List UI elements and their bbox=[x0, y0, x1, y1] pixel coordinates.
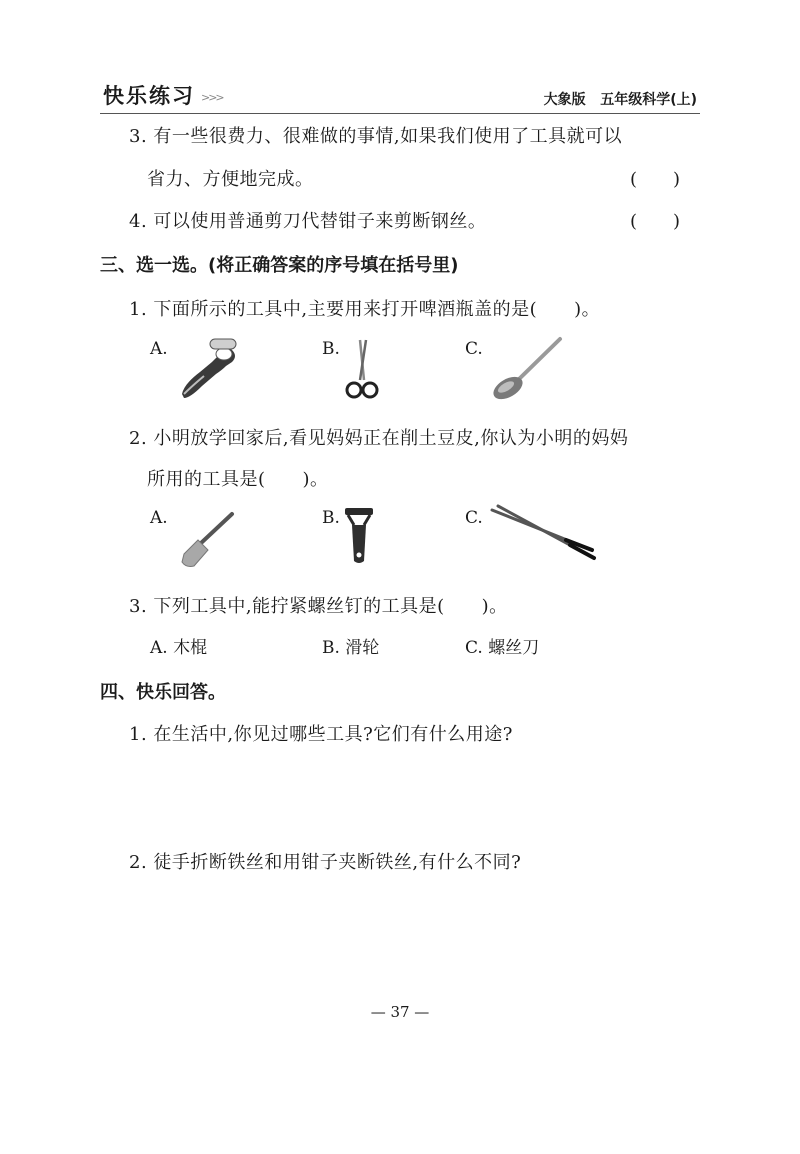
s4-q1-text: 1. 在生活中,你见过哪些工具?它们有什么用途? bbox=[129, 724, 513, 745]
judge-q3-line2: 省力、方便地完成。 bbox=[147, 169, 314, 190]
s3-q2-option-b-label: B. bbox=[322, 508, 340, 528]
peeler-icon bbox=[342, 505, 376, 571]
s3-q2-option-c-label: C. bbox=[465, 508, 483, 528]
page-number: — 37 — bbox=[370, 1003, 430, 1021]
s3-q2-option-a-label: A. bbox=[150, 508, 168, 528]
section3-heading: 三、选一选。(将正确答案的序号填在括号里) bbox=[100, 255, 459, 276]
s3-q2-line1: 2. 小明放学回家后,看见妈妈正在削土豆皮,你认为小明的妈妈 bbox=[129, 428, 629, 449]
section4-heading: 四、快乐回答。 bbox=[100, 682, 226, 703]
s3-q3-option-a: A. 木棍 bbox=[150, 638, 208, 658]
edition-label: 大象版 bbox=[543, 92, 586, 108]
s3-q2-line2: 所用的工具是( )。 bbox=[147, 469, 329, 490]
s3-q1-text: 1. 下面所示的工具中,主要用来打开啤酒瓶盖的是( )。 bbox=[129, 299, 601, 320]
spoon-icon bbox=[488, 336, 564, 404]
spatula-icon bbox=[176, 510, 240, 574]
s3-q1-option-c-label: C. bbox=[465, 339, 483, 359]
bottle-opener-icon bbox=[172, 336, 242, 406]
header-arrows: >>> bbox=[201, 91, 223, 104]
s3-q3-option-c: C. 螺丝刀 bbox=[465, 638, 540, 658]
header-edition-subject bbox=[544, 89, 697, 109]
s3-q1-option-a-label: A. bbox=[150, 339, 168, 359]
subject-label: 五年级科学(上) bbox=[600, 92, 697, 108]
header-title: 快乐练习 bbox=[103, 84, 195, 108]
s4-q2-text: 2. 徒手折断铁丝和用钳子夹断铁丝,有什么不同? bbox=[129, 852, 522, 873]
header-rule bbox=[100, 113, 700, 114]
judge-q3-answer-bracket[interactable]: ( ) bbox=[630, 169, 681, 190]
s3-q1-option-b-label: B. bbox=[322, 339, 340, 359]
judge-q4-answer-bracket[interactable]: ( ) bbox=[630, 211, 681, 232]
judge-q3-line1: 3. 有一些很费力、很难做的事情,如果我们使用了工具就可以 bbox=[129, 126, 623, 147]
s3-q3-text: 3. 下列工具中,能拧紧螺丝钉的工具是( )。 bbox=[129, 596, 508, 617]
scissors-icon bbox=[342, 338, 382, 406]
s3-q3-option-b: B. 滑轮 bbox=[322, 638, 380, 658]
chopsticks-icon bbox=[488, 504, 598, 568]
judge-q4: 4. 可以使用普通剪刀代替钳子来剪断钢丝。 bbox=[129, 211, 487, 232]
